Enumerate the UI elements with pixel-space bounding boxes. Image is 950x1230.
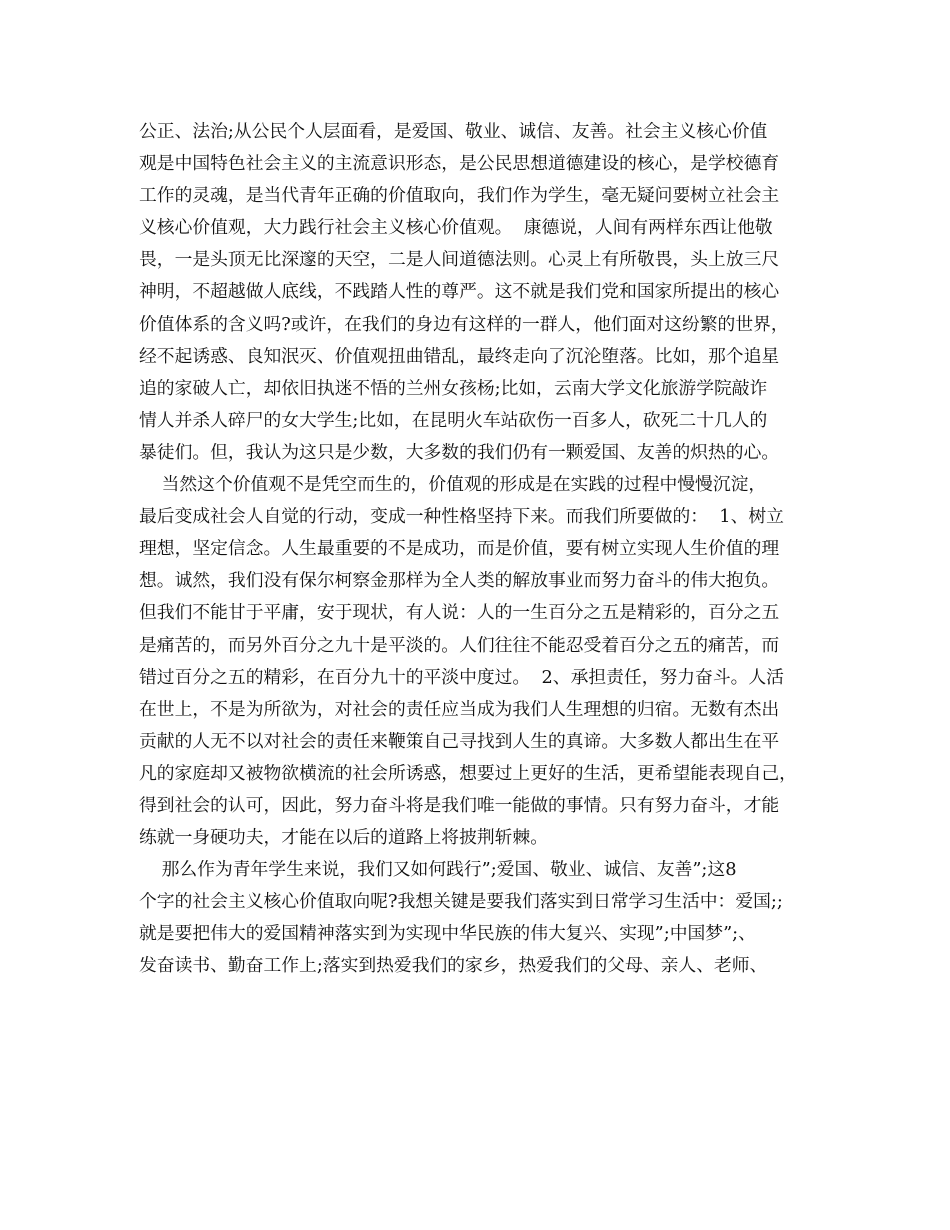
text-line: 但我们不能甘于平庸，安于现状，有人说：人的一生百分之五是精彩的，百分之五 — [139, 602, 780, 624]
text-line: 是痛苦的，而另外百分之九十是平淡的。人们往往不能忍受着百分之五的痛苦，而 — [139, 634, 780, 656]
text-line: 工作的灵魂，是当代青年正确的价值取向，我们作为学生，毫无疑问要树立社会主 — [139, 185, 780, 207]
text-line: 得到社会的认可，因此，努力奋斗将是我们唯一能做的事情。只有努力奋斗，才能 — [139, 794, 780, 816]
text-line: 最后变成社会人自觉的行动，变成一种性格坚持下来。而我们所要做的： 1、树立 — [139, 506, 784, 528]
text-line: 经不起诱惑、良知泯灭、价值观扭曲错乱，最终走向了沉沦堕落。比如，那个追星 — [139, 345, 780, 367]
text-line: 就是要把伟大的爱国精神落实到为实现中华民族的伟大复兴、实现”;中国梦”;、 — [139, 923, 756, 945]
text-line: 凡的家庭却又被物欲横流的社会所诱惑，想要过上更好的生活，更希望能表现自己， — [139, 762, 797, 784]
text-line: 错过百分之五的精彩，在百分九十的平淡中度过。 2、承担责任，努力奋斗。人活 — [139, 666, 784, 688]
text-line: 想。诚然，我们没有保尔柯察金那样为全人类的解放事业而努力奋斗的伟大抱负。 — [139, 570, 780, 592]
text-line: 暴徒们。但，我认为这只是少数，大多数的我们仍有一颗爱国、友善的炽热的心。 — [139, 441, 780, 463]
text-line: 观是中国特色社会主义的主流意识形态，是公民思想道德建设的核心，是学校德育 — [139, 153, 780, 175]
text-line: 练就一身硬功夫，才能在以后的道路上将披荆斩棘。 — [139, 827, 548, 849]
body-text — [139, 116, 819, 983]
text-line: 个字的社会主义核心价值取向呢?我想关键是要我们落实到日常学习生活中：爱国;; — [139, 891, 783, 913]
text-line: 价值体系的含义吗?或许，在我们的身边有这样的一群人，他们面对这纷繁的世界， — [139, 313, 789, 335]
text-line: 神明，不超越做人底线，不践踏人性的尊严。这不就是我们党和国家所提出的核心 — [139, 281, 780, 303]
text-line: 发奋读书、勤奋工作上;落实到热爱我们的家乡，热爱我们的父母、亲人、老师、 — [139, 955, 768, 977]
text-line: 公正、法治;从公民个人层面看，是爱国、敬业、诚信、友善。社会主义核心价值 — [139, 121, 768, 142]
text-line: 义核心价值观，大力践行社会主义核心价值观。 康德说，人间有两样东西让他敬 — [139, 217, 773, 239]
text-line: 当然这个价值观不是凭空而生的，价值观的形成是在实践的过程中慢慢沉淀， — [139, 474, 767, 496]
text-line: 理想，坚定信念。人生最重要的不是成功，而是价值，要有树立实现人生价值的理 — [139, 538, 780, 560]
text-line: 情人并杀人碎尸的女大学生;比如，在昆明火车站砍伤一百多人，砍死二十几人的 — [139, 409, 768, 431]
text-line: 在世上，不是为所欲为，对社会的责任应当成为我们人生理想的归宿。无数有杰出 — [139, 698, 780, 720]
text-line: 追的家破人亡，却依旧执迷不悟的兰州女孩杨;比如，云南大学文化旅游学院敲诈 — [139, 377, 768, 399]
text-line: 畏，一是头顶无比深邃的天空，二是人间道德法则。心灵上有所敬畏，头上放三尺 — [139, 249, 780, 271]
text-line: 那么作为青年学生来说，我们又如何践行”;爱国、敬业、诚信、友善”;这8 — [139, 859, 737, 881]
text-line: 贡献的人无不以对社会的责任来鞭策自己寻找到人生的真谛。大多数人都出生在平 — [139, 730, 780, 752]
